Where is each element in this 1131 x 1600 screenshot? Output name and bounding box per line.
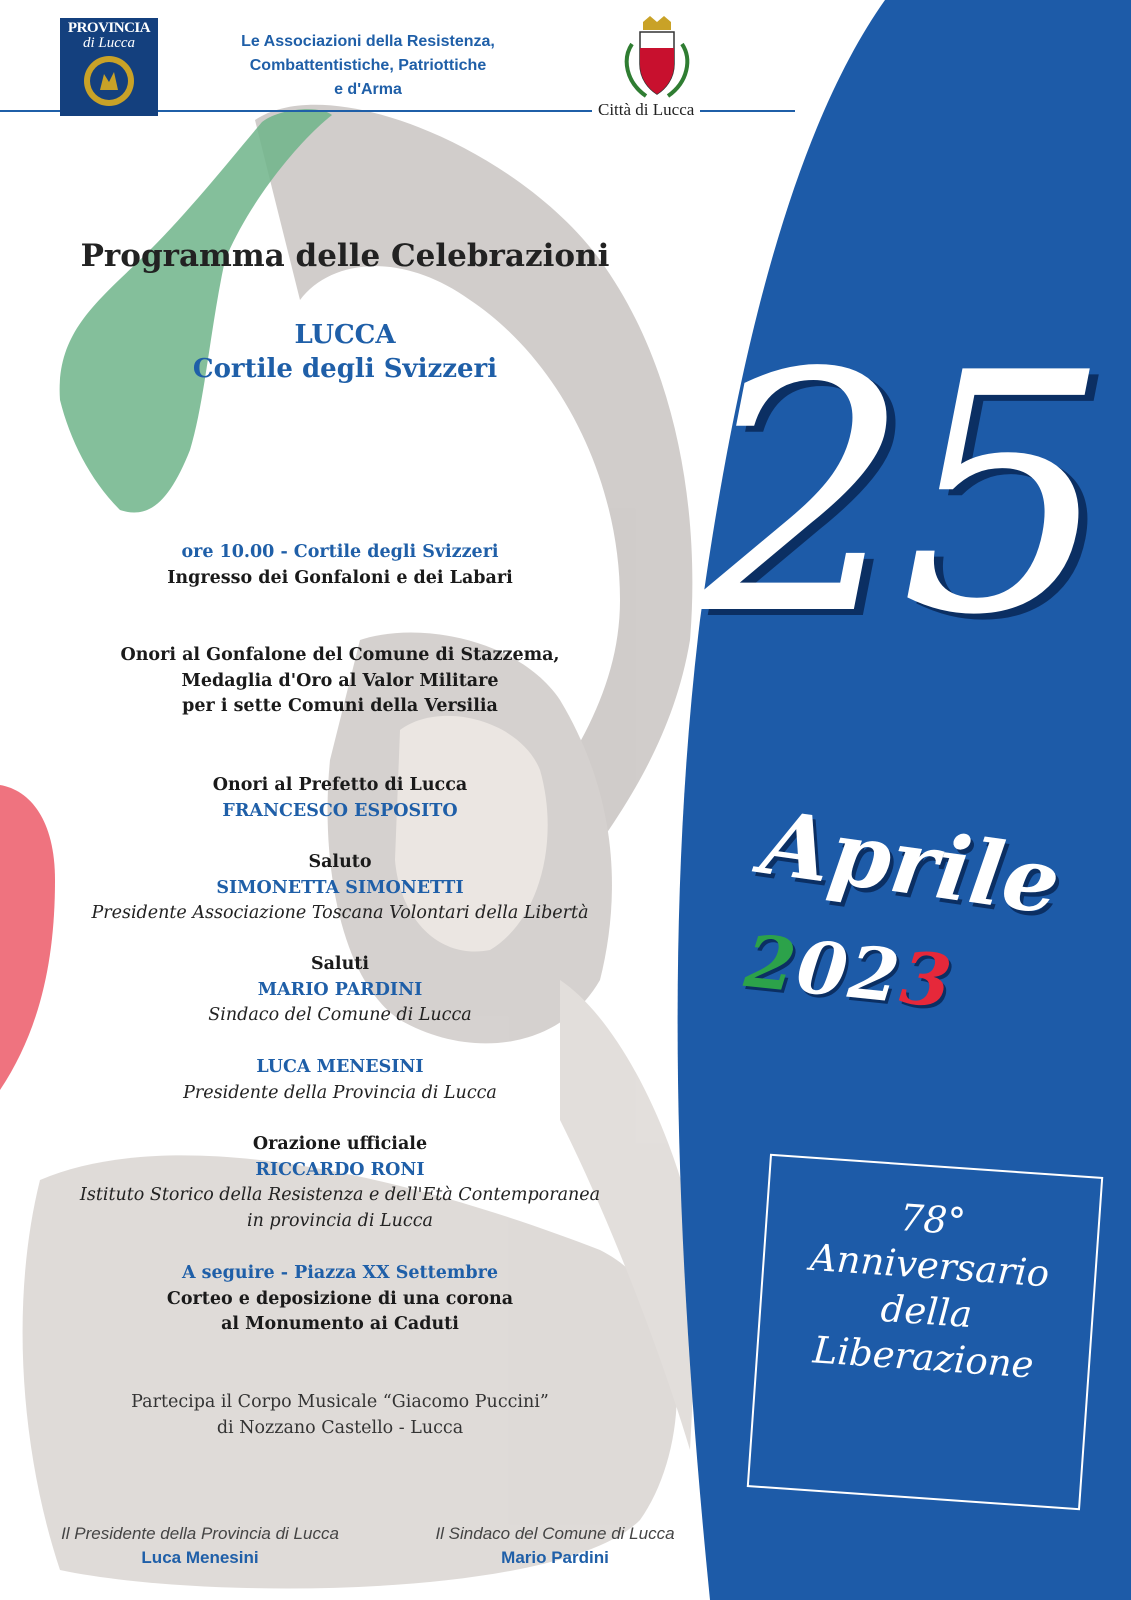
mayor-role: Sindaco del Comune di Lucca [208, 1005, 472, 1025]
year-digit-4: 3 [896, 934, 958, 1025]
program-item-music [20, 1390, 660, 1441]
greeting-label: Saluto [308, 852, 372, 872]
program-title: Programma delle Celebrazioni [80, 238, 610, 274]
oration-label: Orazione ufficiale [252, 1134, 428, 1154]
honors-line-2: Medaglia d'Oro al Valor Militare [181, 670, 499, 691]
provincia-logo [60, 18, 158, 116]
program-item-greeting [20, 850, 660, 927]
city-coat-of-arms-icon [610, 14, 705, 104]
program-item-oration [20, 1132, 660, 1234]
year-digit-1: 2 [741, 918, 802, 1008]
president-role: Presidente della Provincia di Lucca [183, 1082, 497, 1103]
honors-line-3: per i sette Comuni della Versilia [182, 696, 498, 716]
signature-left-name: Luca Menesini [141, 1548, 259, 1567]
opening-time-place: ore 10.00 - Cortile degli Svizzeri [181, 542, 499, 562]
provincia-logo-subtitle: di Lucca [82, 35, 136, 51]
program-item-parade [20, 1261, 660, 1338]
associations-line-3: e d'Arma [334, 81, 402, 98]
anniversary-number: 78° [898, 1196, 968, 1244]
program-item-prefect [20, 773, 660, 824]
program-item-greetings [20, 952, 660, 1029]
prefect-name: FRANCESCO ESPOSITO [222, 800, 458, 821]
prefect-label: Onori al Prefetto di Lucca [212, 775, 468, 795]
provincia-seal-icon [82, 54, 136, 108]
associations-line-2: Combattentistiche, Patriottiche [249, 57, 487, 74]
signature-right [395, 1522, 715, 1570]
program-item-honors [20, 643, 660, 720]
venue-place: Cortile degli Svizzeri [192, 354, 498, 384]
parade-line-1: Corteo e deposizione di una corona [166, 1288, 514, 1309]
provincia-logo-title: PROVINCIA [67, 20, 151, 36]
signature-left-role: Il Presidente della Provincia di Lucca [61, 1524, 339, 1543]
associations-heading [218, 30, 518, 102]
music-line-2: di Nozzano Castello - Lucca [216, 1417, 464, 1438]
anniversary-box [747, 1154, 1103, 1510]
music-line-1: Partecipa il Corpo Musicale “Giacomo Puccini” [131, 1392, 549, 1412]
anniversary-liberation: Liberazione [811, 1328, 1035, 1387]
anniversary-word: Anniversario [808, 1235, 1051, 1296]
honors-line-1: Onori al Gonfalone del Comune di Stazzema, [120, 645, 560, 665]
greetings-label: Saluti [310, 954, 370, 974]
signature-left [20, 1522, 380, 1570]
year-digit-2: 0 [792, 923, 854, 1014]
parade-place: A seguire - Piazza XX Settembre [182, 1263, 498, 1283]
date-month: Aprile [755, 790, 1067, 935]
city-label: Città di Lucca [592, 100, 700, 120]
anniversary-of: della [879, 1286, 974, 1337]
oration-role-line-1: Istituto Storico della Resistenza e dell'Età Contemporanea [79, 1185, 601, 1205]
mayor-name: MARIO PARDINI [257, 979, 423, 1000]
parade-line-2: al Monumento ai Caduti [221, 1314, 459, 1334]
opening-description: Ingresso dei Gonfaloni e dei Labari [167, 567, 513, 588]
greeting-name: SIMONETTA SIMONETTI [216, 877, 464, 898]
signature-right-name: Mario Pardini [501, 1548, 609, 1567]
program-item-opening [20, 540, 660, 591]
oration-name: RICCARDO RONI [255, 1159, 425, 1180]
date-day: 25 [700, 303, 1100, 687]
year-digit-3: 2 [844, 928, 906, 1019]
oration-role-line-2: in provincia di Lucca [247, 1210, 433, 1231]
president-name: LUCA MENESINI [256, 1057, 424, 1077]
associations-line-1: Le Associazioni della Resistenza, [241, 33, 495, 50]
venue-block [20, 318, 670, 386]
program-item-president [20, 1055, 660, 1106]
pink-shape [0, 785, 55, 1090]
greeting-role: Presidente Associazione Toscana Volontari della Libertà [91, 903, 589, 923]
signature-right-role: Il Sindaco del Comune di Lucca [435, 1524, 675, 1543]
venue-city: LUCCA [294, 320, 396, 350]
